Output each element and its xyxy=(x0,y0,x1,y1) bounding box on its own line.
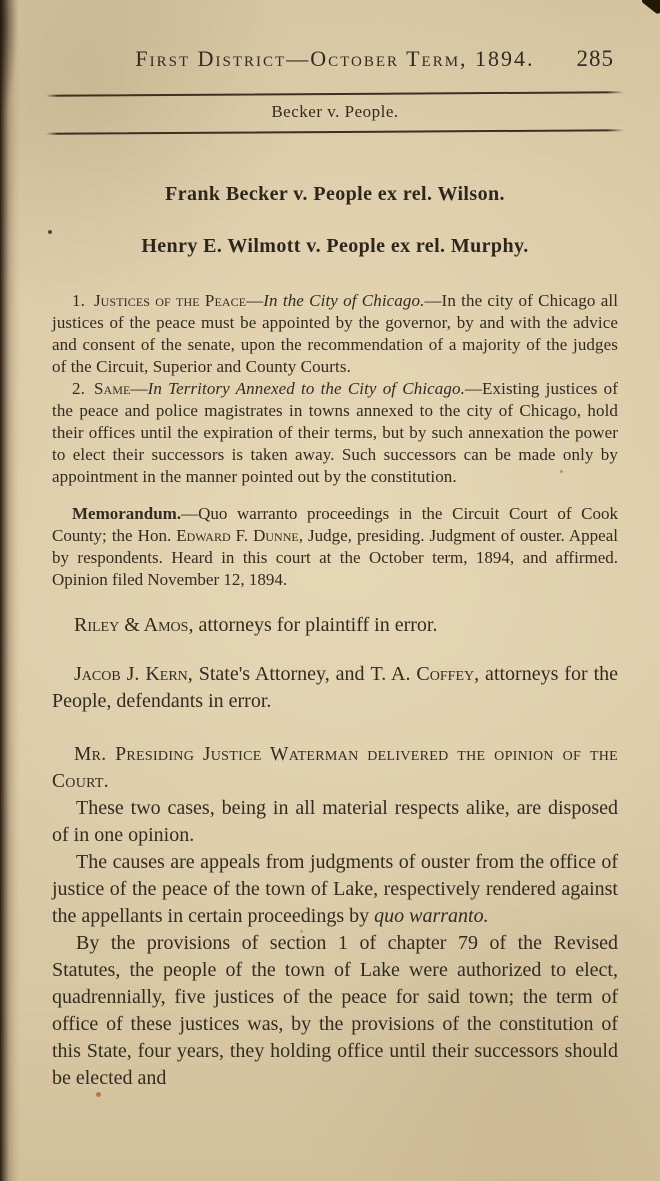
opinion-paragraph-3: By the provisions of section 1 of chapter 79 of the Revised Statutes, the people of the town of Lake were authorized to elect, quadrennially, five justices of the peace for said town; the term of office of these justices was, by the provisions of the constitution of this State, four years, they holding office until their successors should be elected and xyxy=(52,932,618,1089)
page-corner-mark xyxy=(641,0,660,15)
case-title-1: Frank Becker v. People ex rel. Wilson. xyxy=(165,183,505,205)
memorandum-body-2: , Judge, presiding. Judgment of ouster. Appeal by respondents. Heard in this court at the October term, 1894, and affirmed. Opinion filed November 12, 1894. xyxy=(52,526,618,589)
memorandum-body-1: —Quo warranto proceedings in the Circuit Court of Cook County; the Hon. xyxy=(52,504,618,545)
memorandum-paragraph xyxy=(52,503,618,591)
headnote-1-number: 1. xyxy=(72,291,85,310)
headnote-1-catchline: In the City of Chicago. xyxy=(263,291,425,310)
header-rule-bottom xyxy=(46,129,624,135)
headnote-2-topic: Same xyxy=(93,379,131,398)
binding-gutter-shadow-top xyxy=(0,0,26,220)
page-content xyxy=(52,46,618,1092)
paper-speck xyxy=(96,1092,101,1097)
headnote-1-topic: Justices of the Peace xyxy=(93,291,247,310)
opinion-paragraph-2 xyxy=(52,849,618,930)
counsel-defendant-text-1: , State's Attorney, and xyxy=(187,663,371,685)
counsel-plaintiff-text: , attorneys for plaintiff in error. xyxy=(188,614,438,636)
opinion-delivered-by: Mr. Presiding Justice Waterman delivered the opinion of the Court. xyxy=(52,744,618,792)
opinion-paragraph-2-text: The causes are appeals from judgments of ouster from the office of justice of the peace of the town of Lake, respectively rendered against the appellants in certain proceedings by xyxy=(52,851,618,927)
memorandum-judge-name: Edward F. Dunne xyxy=(176,526,299,545)
counsel-plaintiff xyxy=(52,612,618,639)
counsel-plaintiff-names: Riley & Amos xyxy=(74,614,189,636)
case-title-2: Henry E. Wilmott v. People ex rel. Murphy. xyxy=(141,235,529,257)
header-rule-top xyxy=(46,91,624,97)
headnote-2-number: 2. xyxy=(72,379,85,398)
headnote-1-body: —In the city of Chicago all justices of the peace must be appointed by the governor, by and with the advice and consent of the senate, upon the recommendation of a majority of the judges of the Circuit, Superior and County Courts. xyxy=(52,291,619,376)
headnote-2-dash: — xyxy=(130,379,148,398)
headnote-1-dash: — xyxy=(246,291,264,310)
counsel-defendant-name-1: Jacob J. Kern xyxy=(74,663,188,685)
headnote-2-body: —Existing justices of the peace and police magistrates in towns annexed to the city of Chicago, hold their offices until the expiration of their terms, but by such annexation the power to elect their successors is taken away. Such successors can be made only by appointment in the manner pointed out by the constitution. xyxy=(52,379,618,486)
running-header-term: First District—October Term, 1894. xyxy=(135,46,535,71)
memorandum-label: Memorandum. xyxy=(72,504,182,523)
opinion-paragraph-2-latin: quo warranto. xyxy=(374,905,489,927)
opinion-paragraph-1: These two cases, being in all material respects alike, are disposed of in one opinion. xyxy=(52,797,618,846)
running-header xyxy=(52,46,618,80)
counsel-defendant-name-2: T. A. Coffey xyxy=(370,663,475,685)
headnote-2 xyxy=(52,378,618,488)
page-number: 285 xyxy=(576,46,614,71)
headnote-2-catchline: In Territory Annexed to the City of Chicago. xyxy=(147,379,465,398)
counsel-defendant-text-2: , attorneys for the People, defendants in error. xyxy=(52,663,618,712)
headnote-1 xyxy=(52,290,618,378)
running-case-title: Becker v. People. xyxy=(271,102,399,121)
counsel-defendant xyxy=(52,661,618,715)
